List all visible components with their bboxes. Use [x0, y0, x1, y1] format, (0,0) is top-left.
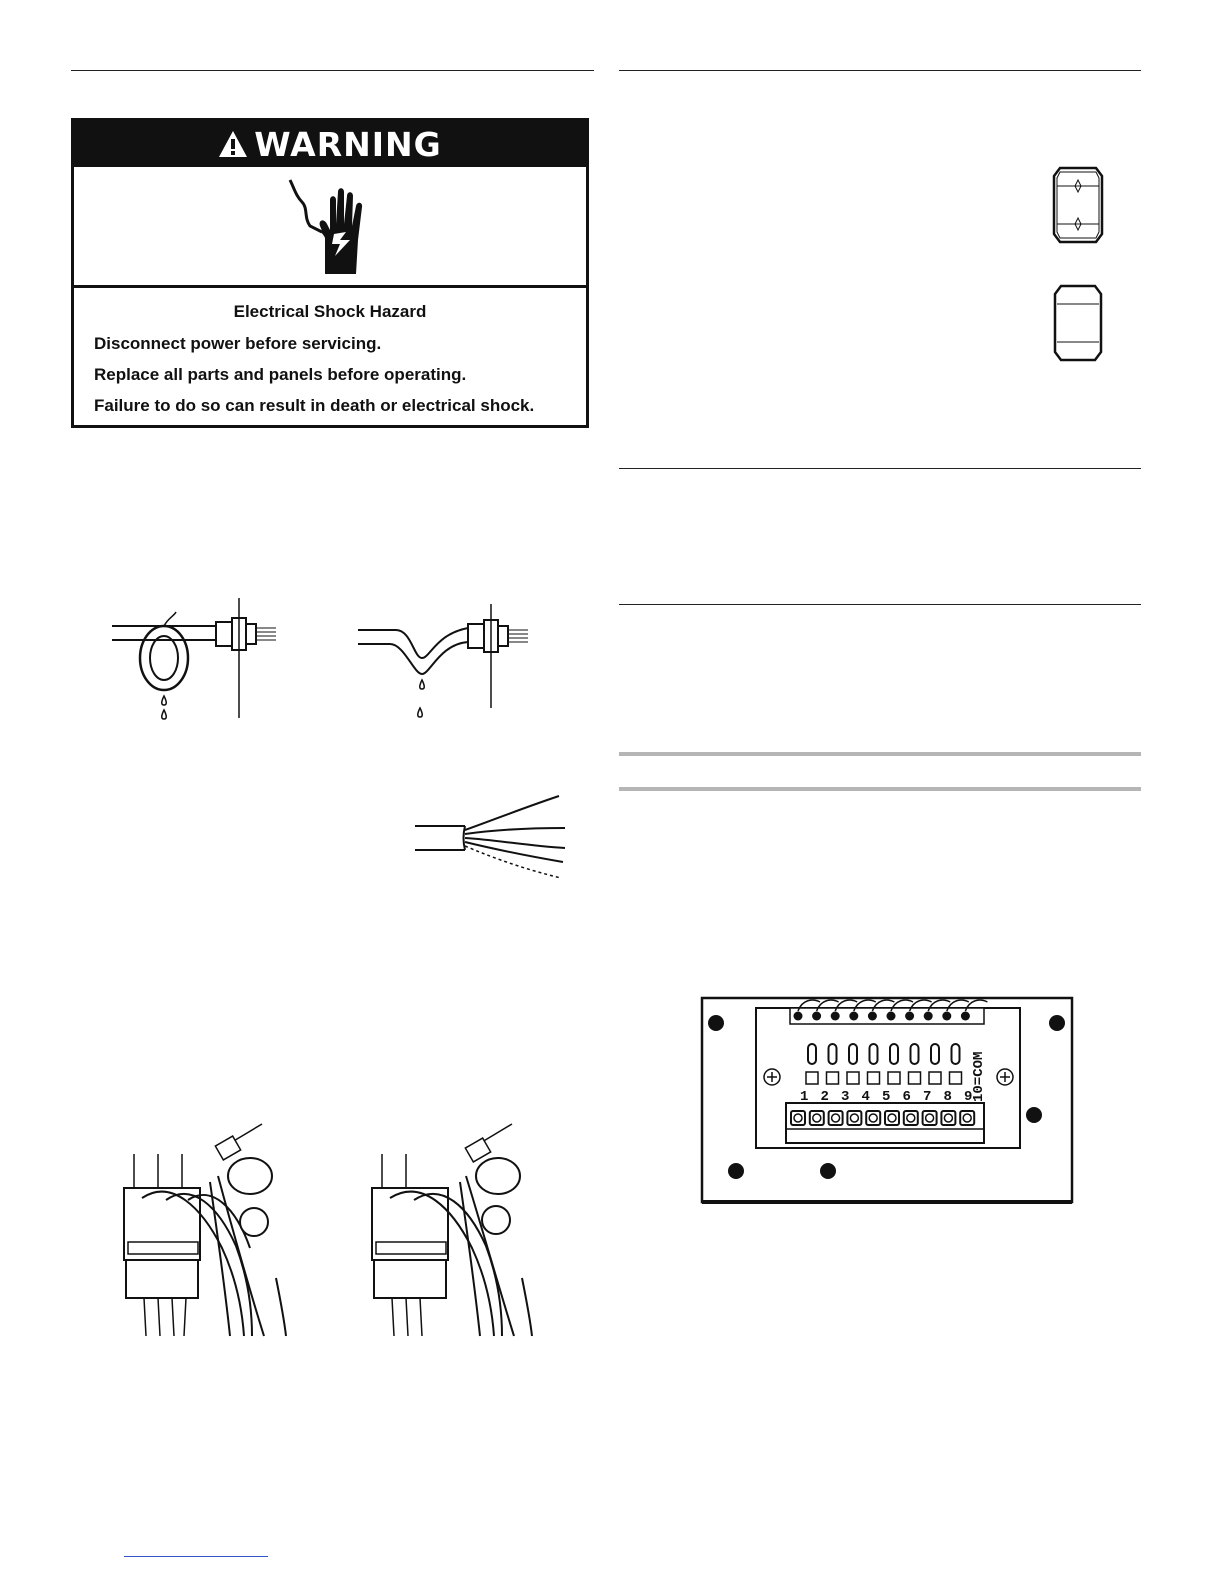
terminal-screw-head	[850, 1114, 858, 1122]
warning-box	[71, 118, 589, 428]
warning-icon-area	[74, 167, 586, 288]
section-rule	[619, 604, 1141, 605]
dip-switch-box	[806, 1072, 818, 1084]
terminal-wire-pin	[924, 1012, 933, 1021]
dip-switch-box	[827, 1072, 839, 1084]
terminal-screw-head	[926, 1114, 934, 1122]
com-label: 10=COM	[971, 1051, 987, 1102]
warning-title: WARNING	[254, 124, 442, 164]
dip-switch	[911, 1044, 919, 1064]
dip-switch	[829, 1044, 837, 1064]
terminal-number: 6	[902, 1089, 911, 1105]
terminal-screw-head	[813, 1114, 821, 1122]
terminal-number: 3	[841, 1089, 850, 1105]
junction-box-diagram-left	[112, 1118, 312, 1340]
warning-header	[74, 121, 586, 167]
warning-triangle-icon	[218, 130, 248, 158]
terminal-wire-pin	[849, 1012, 858, 1021]
terminal-number: 8	[943, 1089, 952, 1105]
dip-switch-box	[868, 1072, 880, 1084]
warning-text	[74, 288, 586, 416]
dip-switch-box	[847, 1072, 859, 1084]
dip-switch	[952, 1044, 960, 1064]
warning-hazard: Electrical Shock Hazard	[233, 302, 427, 321]
warning-line: Replace all parts and panels before operating.	[94, 365, 467, 384]
drip-loop-diagram	[108, 598, 288, 728]
terminal-board-drawing	[700, 996, 1074, 1206]
terminal-number: 5	[882, 1089, 891, 1105]
terminal-screw-head	[963, 1114, 971, 1122]
section-rule	[619, 468, 1141, 469]
terminal-number: 9	[964, 1089, 973, 1105]
dip-switch-box	[929, 1072, 941, 1084]
dip-switch-box	[909, 1072, 921, 1084]
terminal-wire-pin	[831, 1012, 840, 1021]
section-rule-gray	[619, 787, 1141, 791]
terminal-wire-pin	[794, 1012, 803, 1021]
terminal-wire-pin	[887, 1012, 896, 1021]
terminal-screw-head	[869, 1114, 877, 1122]
terminal-wire-pin	[905, 1012, 914, 1021]
drip-sag-diagram	[356, 604, 536, 734]
terminal-screw-head	[794, 1114, 802, 1122]
stripped-cable-diagram	[413, 790, 573, 882]
hex-fitting-flared-icon	[1052, 166, 1104, 244]
section-rule-gray	[619, 752, 1141, 756]
terminal-screw-head	[832, 1114, 840, 1122]
terminal-wire-pin	[868, 1012, 877, 1021]
dip-switch	[931, 1044, 939, 1064]
dip-switch-box	[888, 1072, 900, 1084]
dip-switch	[870, 1044, 878, 1064]
terminal-number: 7	[923, 1089, 932, 1105]
dip-switch	[890, 1044, 898, 1064]
terminal-screw-head	[907, 1114, 915, 1122]
warning-line: Failure to do so can result in death or electrical shock.	[94, 396, 535, 415]
dip-switch	[808, 1044, 816, 1064]
electrical-shock-hand-icon	[280, 178, 380, 274]
dip-switch-box	[950, 1072, 962, 1084]
footer-link-underline	[124, 1556, 268, 1557]
terminal-wire-pin	[942, 1012, 951, 1021]
terminal-board-diagram	[700, 996, 1074, 1206]
hex-fitting-plain-icon	[1053, 284, 1103, 362]
terminal-wire-pin	[961, 1012, 970, 1021]
terminal-screw-head	[944, 1114, 952, 1122]
terminal-wire-pin	[812, 1012, 821, 1021]
terminal-number: 2	[820, 1089, 829, 1105]
dip-switch	[849, 1044, 857, 1064]
left-column-top-rule	[71, 70, 594, 71]
warning-line: Disconnect power before servicing.	[94, 334, 382, 353]
terminal-number: 1	[800, 1089, 809, 1105]
terminal-screw-head	[888, 1114, 896, 1122]
terminal-number: 4	[861, 1089, 870, 1105]
junction-box-diagram-right	[362, 1118, 562, 1340]
right-column-top-rule	[619, 70, 1141, 71]
